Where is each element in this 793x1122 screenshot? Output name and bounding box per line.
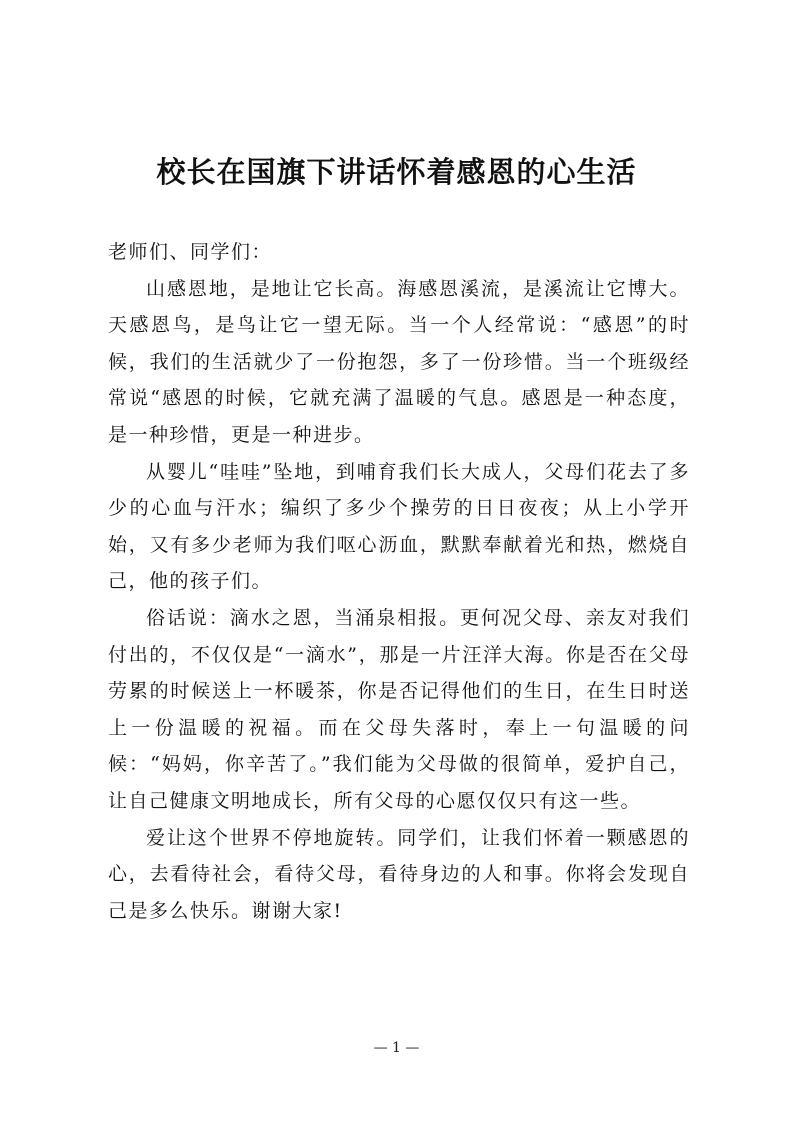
paragraph-1: 山感恩地，是地让它长高。海感恩溪流，是溪流让它博大。天感恩鸟，是鸟让它一望无际。当一个人经常说：“感恩”的时候，我们的生活就少了一份抱怨，多了一份珍惜。当一个班级经常说“感恩的时候，它就充满了温暖的气息。感恩是一种态度，是一种珍惜，更是一种进步。 (108, 277, 690, 446)
page-title: 校长在国旗下讲话怀着感恩的心生活 (156, 155, 637, 189)
greeting: 老师们、同学们： (108, 241, 273, 263)
paragraph-2: 从婴儿“哇哇”坠地，到哺育我们长大成人，父母们花去了多少的心血与汗水；编织了多少个操劳的日日夜夜；从上小学开始，又有多少老师为我们呕心沥血，默默奉献着光和热，燃烧自己，他的孩子们。 (108, 460, 690, 593)
page-number: — 1 — (373, 1040, 420, 1056)
paragraph-4: 爱让这个世界不停地旋转。同学们，让我们怀着一颗感恩的心，去看待社会，看待父母，看待身边的人和事。你将会发现自己是多么快乐。谢谢大家! (108, 826, 690, 922)
document-body (108, 234, 690, 929)
paragraph-3: 俗话说：滴水之恩，当涌泉相报。更何况父母、亲友对我们付出的，不仅仅是“一滴水”，那是一片汪洋大海。你是否在父母劳累的时候送上一杯暖茶，你是否记得他们的生日，在生日时送上一份温暖的祝福。而在父母失落时，奉上一句温暖的问候：“妈妈，你辛苦了。”我们能为父母做的很简单，爱护自己，让自己健康文明地成长，所有父母的心愿仅仅只有这一些。 (108, 606, 690, 812)
